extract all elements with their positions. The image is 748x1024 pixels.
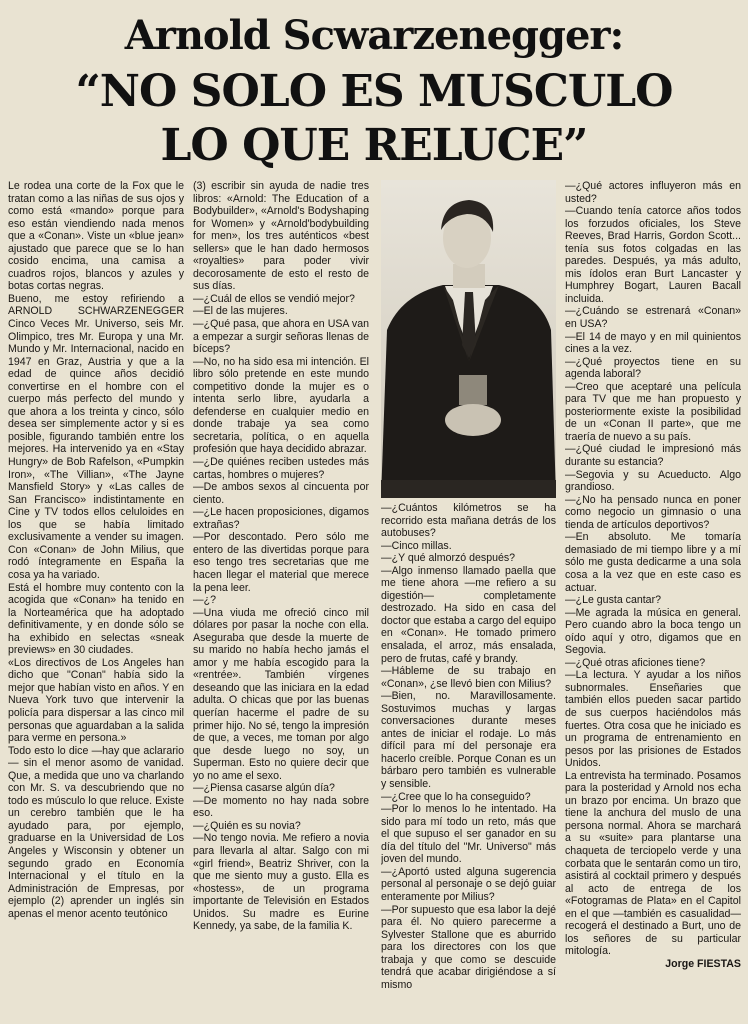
paragraph: —Una viuda me ofreció cinco mil dólares por pasar la noche con ella. Aseguraba que desde la muerte de su marido no había hecho jamás el amor y me había escogido para la «rentrée». También vírgenes deseando que las iniciara en la edad adulta. O chicas que por las buenas querían hacerme el padre de su primer hijo. No sé, tengo la impresión de que, a veces, me toman por algo que desde luego no soy, un Superman. Esto no quiere decir que yo no ame el sexo. <box>193 606 369 782</box>
paragraph: —De momento no hay nada sobre eso. <box>193 794 369 820</box>
article-column-3 <box>381 502 556 1018</box>
headline-quote-line-1: “NO SOLO ES MUSCULO <box>75 66 673 117</box>
paragraph: —¿Qué otras aficiones tiene? <box>565 656 706 669</box>
paragraph: —¿No ha pensado nunca en poner como negocio un gimnasio o una tienda de artículos deportivos? <box>565 493 741 531</box>
paragraph: —Bien, no. Maravillosamente. Sostuvimos muchas y largas conversaciones durante meses antes de iniciar el rodaje. Lo más difícil para mí del personaje era hacerlo creíble. Porque Conan es un bárbaro pero también es vulnerable y sensible. <box>381 690 556 791</box>
paragraph: —¿Le gusta cantar? <box>565 594 661 607</box>
article-column-1 <box>8 180 184 1018</box>
paragraph: —¿Cuál de ellos se vendió mejor? <box>193 292 355 305</box>
paragraph: —Cinco millas. <box>381 539 452 552</box>
paragraph: La entrevista ha terminado. Posamos para la posteridad y Arnold nos echa un brazo por encima. Un brazo que tiene la anchura del muslo de una persona normal. Ahora se marchará a su «suite» para plantarse una chaqueta de terciopelo verde y una corbata que le sentarán como un tiro, asistirá al cocktail primero y después al acto de entrega de los «Fotogramas de Plata» en el Capitol en el que —también es casualidad— recogerá el destinado a Burt, uno de los señores de su particular mitología. <box>565 769 741 958</box>
paragraph: —¿Quién es su novia? <box>193 819 301 832</box>
paragraph: «Los directivos de Los Angeles han dicho que "Conan" había sido la mejor que habían visto en años. Y en Nueva York tuvo que intervenir la policía para dispersar a las cinco mil personas que aguardaban a la salida para verme en persona.» <box>8 656 184 745</box>
headline-quote-line-2: LO QUE RELUCE” <box>160 120 588 171</box>
paragraph: —De ambos sexos al cincuenta por ciento. <box>193 481 369 506</box>
paragraph: —Me agrada la música en general. Pero cuando abro la boca tengo un oído aquí y otro, digamos que en Segovia. <box>565 606 741 657</box>
paragraph: (3) escribir sin ayuda de nadie tres libros: «Arnold: The Education of a Bodybuilder», «Arnold's Bodyshaping for Women» y «Arnold'bodybuilding for men», los tres auténticos «best sellers» que le han dado hermosos «royalties» para poder vivir decorosamente de esto el resto de sus días. <box>193 180 369 293</box>
portrait-illustration <box>381 180 556 498</box>
portrait-photo <box>381 180 556 498</box>
paragraph: —¿Y qué almorzó después? <box>381 552 516 565</box>
paragraph: —Por descontado. Pero sólo me entero de las divertidas porque para eso tengo tres secretarias que me hacen llegar el material que merece la pena leer. <box>193 531 369 594</box>
paragraph: —¿Qué ciudad le impresionó más durante su estancia? <box>565 443 741 469</box>
paragraph: —No tengo novia. Me refiero a novia para llevarla al altar. Salgo con mi «girl friend», Beatriz Shriver, con la que me siento muy a gusto. Ella es «hostess», de un programa importante de Televisión en Estados Unidos. Su madre es Eurine Kennedy, ya sabe, de la familia K. <box>193 832 369 933</box>
paragraph: —Por supuesto que esa labor la dejé para él. No quiero parecerme a Sylvester Stallone que es aburrido para los directores con los que trabaja y que como se descuide tendrá que acabar dirigiéndose a sí mismo <box>381 903 556 991</box>
article-column-4 <box>565 180 741 1018</box>
paragraph: —Hábleme de su trabajo en «Conan», ¿se llevó bien con Milius? <box>381 665 556 690</box>
paragraph: —Algo inmenso llamado paella que me tiene ahora —me refiero a su digestión— completamente destrozado. Ha sido en casa del doctor que estaba a cargo del equipo en «Conan». He tomado primero ensalada, el arroz, más ensalada, pero de frutas, café y brandy. <box>381 564 556 665</box>
paragraph: Bueno, me estoy refiriendo a ARNOLD SCHWARZENEGGER Cinco Veces Mr. Universo, seis Mr. Olimpico, tres Mr. Europa y una Mr. Mundo y Mr. Internacional, nacido en 1947 en Graz, Austria y que a la edad de quince años decidió convertirse en el hombre con el cuerpo más perfecto del mundo y que ahora a los treinta y cinco, sólo desea ser simplemente actor y si es posible, figurando también entre los mejores. Ha intervenido ya en «Stay Hungry» de Bob Rafelson, «Pumpkin Iron», «The Villian», «The Jayne Mansfield Story» y «Las calles de San Francisco» indistintamente en Cine y TV todos ellos celuloides en los que se había limitado exclusivamente a vender su imagen. Con «Conan» de John Milius, que rodó íntegramente en España la cosa ya ha variado. <box>8 292 184 581</box>
paragraph: —La lectura. Y ayudar a los niños subnormales. Enseñaries que también ellos pueden sacar partido de sus cuerpos haciéndolos más fuertes. Otra cosa que he iniciado es un programa de entrenamiento en pesos por las prisiones de Estados Unidos. <box>565 669 741 770</box>
paragraph: —Por lo menos lo he intentado. Ha sido para mí todo un reto, más que el que supuso el ser ganador en su día del título del "Mr. Universo" más joven del mundo. <box>381 803 556 866</box>
paragraph: Está el hombre muy contento con la acogida que «Conan» ha tenido en la Norteamérica que ha adoptado definitivamente, y en donde sólo se ha exhibido en selectas «sneak previews» en 30 ciudades. <box>8 581 184 657</box>
paragraph: —El 14 de mayo y en mil quinientos cines a la vez. <box>565 330 741 356</box>
paragraph: —El de las mujeres. <box>193 305 288 318</box>
paragraph: —¿Qué actores influyeron más en usted? <box>565 180 741 205</box>
paragraph: —¿Aportó usted alguna sugerencia personal al personaje o se dejó guiar enteramente por Milius? <box>381 865 556 903</box>
paragraph: —¿De quiénes reciben ustedes más cartas, hombres o mujeres? <box>193 456 369 481</box>
paragraph: —¿Piensa casarse algún día? <box>193 782 335 795</box>
headline-name: Arnold Scwarzenegger: <box>124 12 624 59</box>
byline: Jorge FIESTAS <box>665 957 741 970</box>
paragraph: —¿Qué proyectos tiene en su agenda laboral? <box>565 355 741 381</box>
paragraph: —En absoluto. Me tomaría demasiado de mi tiempo libre y a mí sólo me gusta dedicarme a una sola cosa a la vez que en este caso es actuar. <box>565 531 741 594</box>
paragraph: —¿Le hacen proposiciones, digamos extrañas? <box>193 506 369 531</box>
paragraph: —Creo que aceptaré una película para TV que me han propuesto y posteriormente existe la posibilidad de un «Conan II parte», que me traería de nuevo a su país. <box>565 380 741 443</box>
paragraph: —¿? <box>193 594 216 607</box>
paragraph: —¿Qué pasa, que ahora en USA van a empezar a surgir señoras llenas de bíceps? <box>193 318 369 356</box>
paragraph: —No, no ha sido esa mi intención. El libro sólo pretende en este mundo competitivo donde la mujer es o intenta serlo libre, ayudarla a defenderse en cualquier medio en donde trabaje ya sea como secretaria, política, o en aquella profesión que haya decidido abrazar. <box>193 355 369 456</box>
paragraph: —¿Cree que lo ha conseguido? <box>381 790 531 803</box>
paragraph: —¿Cuántos kilómetros se ha recorrido esta mañana detrás de los autobuses? <box>381 502 556 540</box>
paragraph: Le rodea una corte de la Fox que le tratan como a las niñas de sus ojos y como está «mando» porque para eso están viendiendo nada menos que a «Conan». Viste un «blue jean» ajustado que parece que se lo han cosido encima, una camisa a cuadros rojos, blancos y azules y botas cortas negras. <box>8 180 184 293</box>
paragraph: Todo esto lo dice —hay que aclarario— sin el menor asomo de vanidad. Que, a medida que uno va charlando con Mr. S. va descubriendo que no todo es músculo lo que reluce. Existe un cerebro también que le ha ayudado para, por ejemplo, graduarse en la Universidad de Los Angeles y Wisconsin y obtener un segundo grado en Economía Internacional y el título en la Administración de Empresas, por ejemplo (2) aprender un inglés sin apenas el menor acento teutónico <box>8 744 184 920</box>
paragraph: —Segovia y su Acueducto. Algo grandioso. <box>565 468 741 494</box>
paragraph: —Cuando tenía catorce años todos los forzudos oficiales, los Steve Reeves, Brad Harris, Gordon Scott... tenía sus fotos colgadas en las paredes. Después, ya más adulto, mis ídolos eran Burt Lancaster y Humphrey Bogart, Lauren Bacall incluida. <box>565 205 741 305</box>
paragraph: —¿Cuándo se estrenará «Conan» en USA? <box>565 305 741 331</box>
article-column-2 <box>193 180 369 1018</box>
